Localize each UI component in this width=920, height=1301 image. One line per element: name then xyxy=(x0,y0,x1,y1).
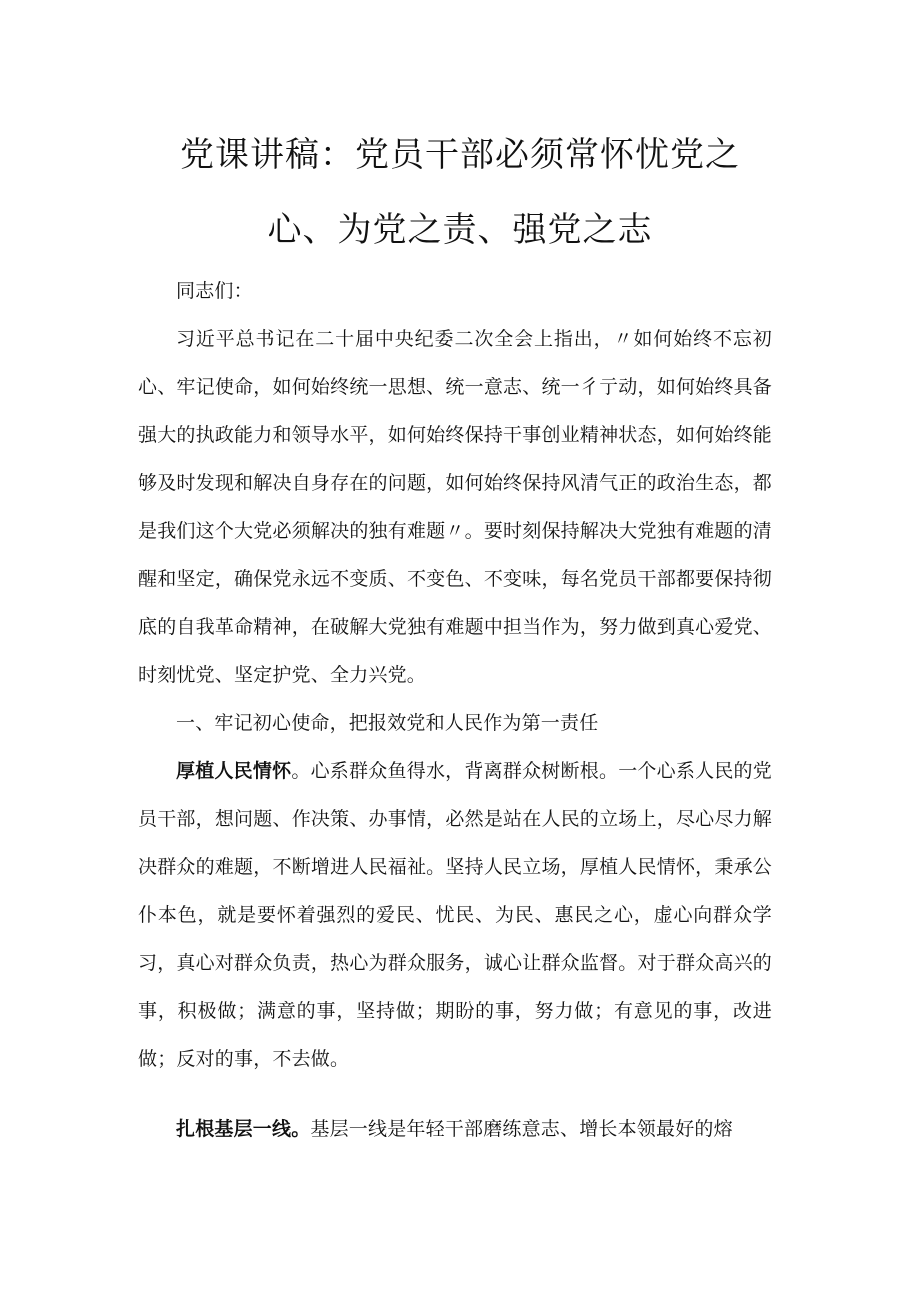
salutation: 同志们： xyxy=(176,280,253,302)
document-body xyxy=(138,267,772,1153)
paragraph-text: 。心系群众鱼得水，背离群众树断根。一个心系人民的党员干部，想问题、作决策、办事情，必然是站在人民的立场上，尽心尽力解决群众的难题，不断增进人民福祉。坚持人民立场，厚植人民情怀，秉承公仆本色，就是要怀着强烈的爱民、忧民、为民、惠民之心，虚心向群众学习，真心对群众负责，热心为群众服务，诚心让群众监督。对于群众高兴的事，积极做；满意的事，坚持做；期盼的事，努力做；有意见的事，改进做；反对的事，不去做。 xyxy=(138,760,772,1070)
paragraph-lead-bold: 扎根基层一线。 xyxy=(176,1118,311,1140)
paragraph-grassroots xyxy=(138,1105,772,1153)
paragraph-text: 基层一线是年轻干部磨练意志、增长本领最好的熔 xyxy=(310,1118,733,1140)
paragraph-people-sentiment xyxy=(138,747,772,1083)
paragraph-lead-bold: 厚植人民情怀 xyxy=(176,760,292,782)
intro-paragraph: 习近平总书记在二十届中央纪委二次全会上指出，〃如何始终不忘初心、牢记使命，如何始终统一思想、统一意志、统一彳亍动，如何始终具备强大的执政能力和领导水平，如何始终保持干事创业精神状态，如何始终能够及时发现和解决自身存在的问题，如何始终保持风清气正的政治生态，都是我们这个大党必须解决的独有难题〃。要时刻保持解决大党独有难题的清醒和坚定，确保党永远不变质、不变色、不变味，每名党员干部都要保持彻底的自我革命精神，在破解大党独有难题中担当作为，努力做到真心爱党、时刻忧党、坚定护党、全力兴党。 xyxy=(138,328,772,686)
section-1-heading: 一、牢记初心使命，把报效党和人民作为第一责任 xyxy=(176,712,599,734)
document-title-line-1: 党课讲稿：党员干部必须常怀忧党之 xyxy=(180,135,740,175)
document-title-line-2: 心、为党之责、强党之志 xyxy=(267,210,653,250)
